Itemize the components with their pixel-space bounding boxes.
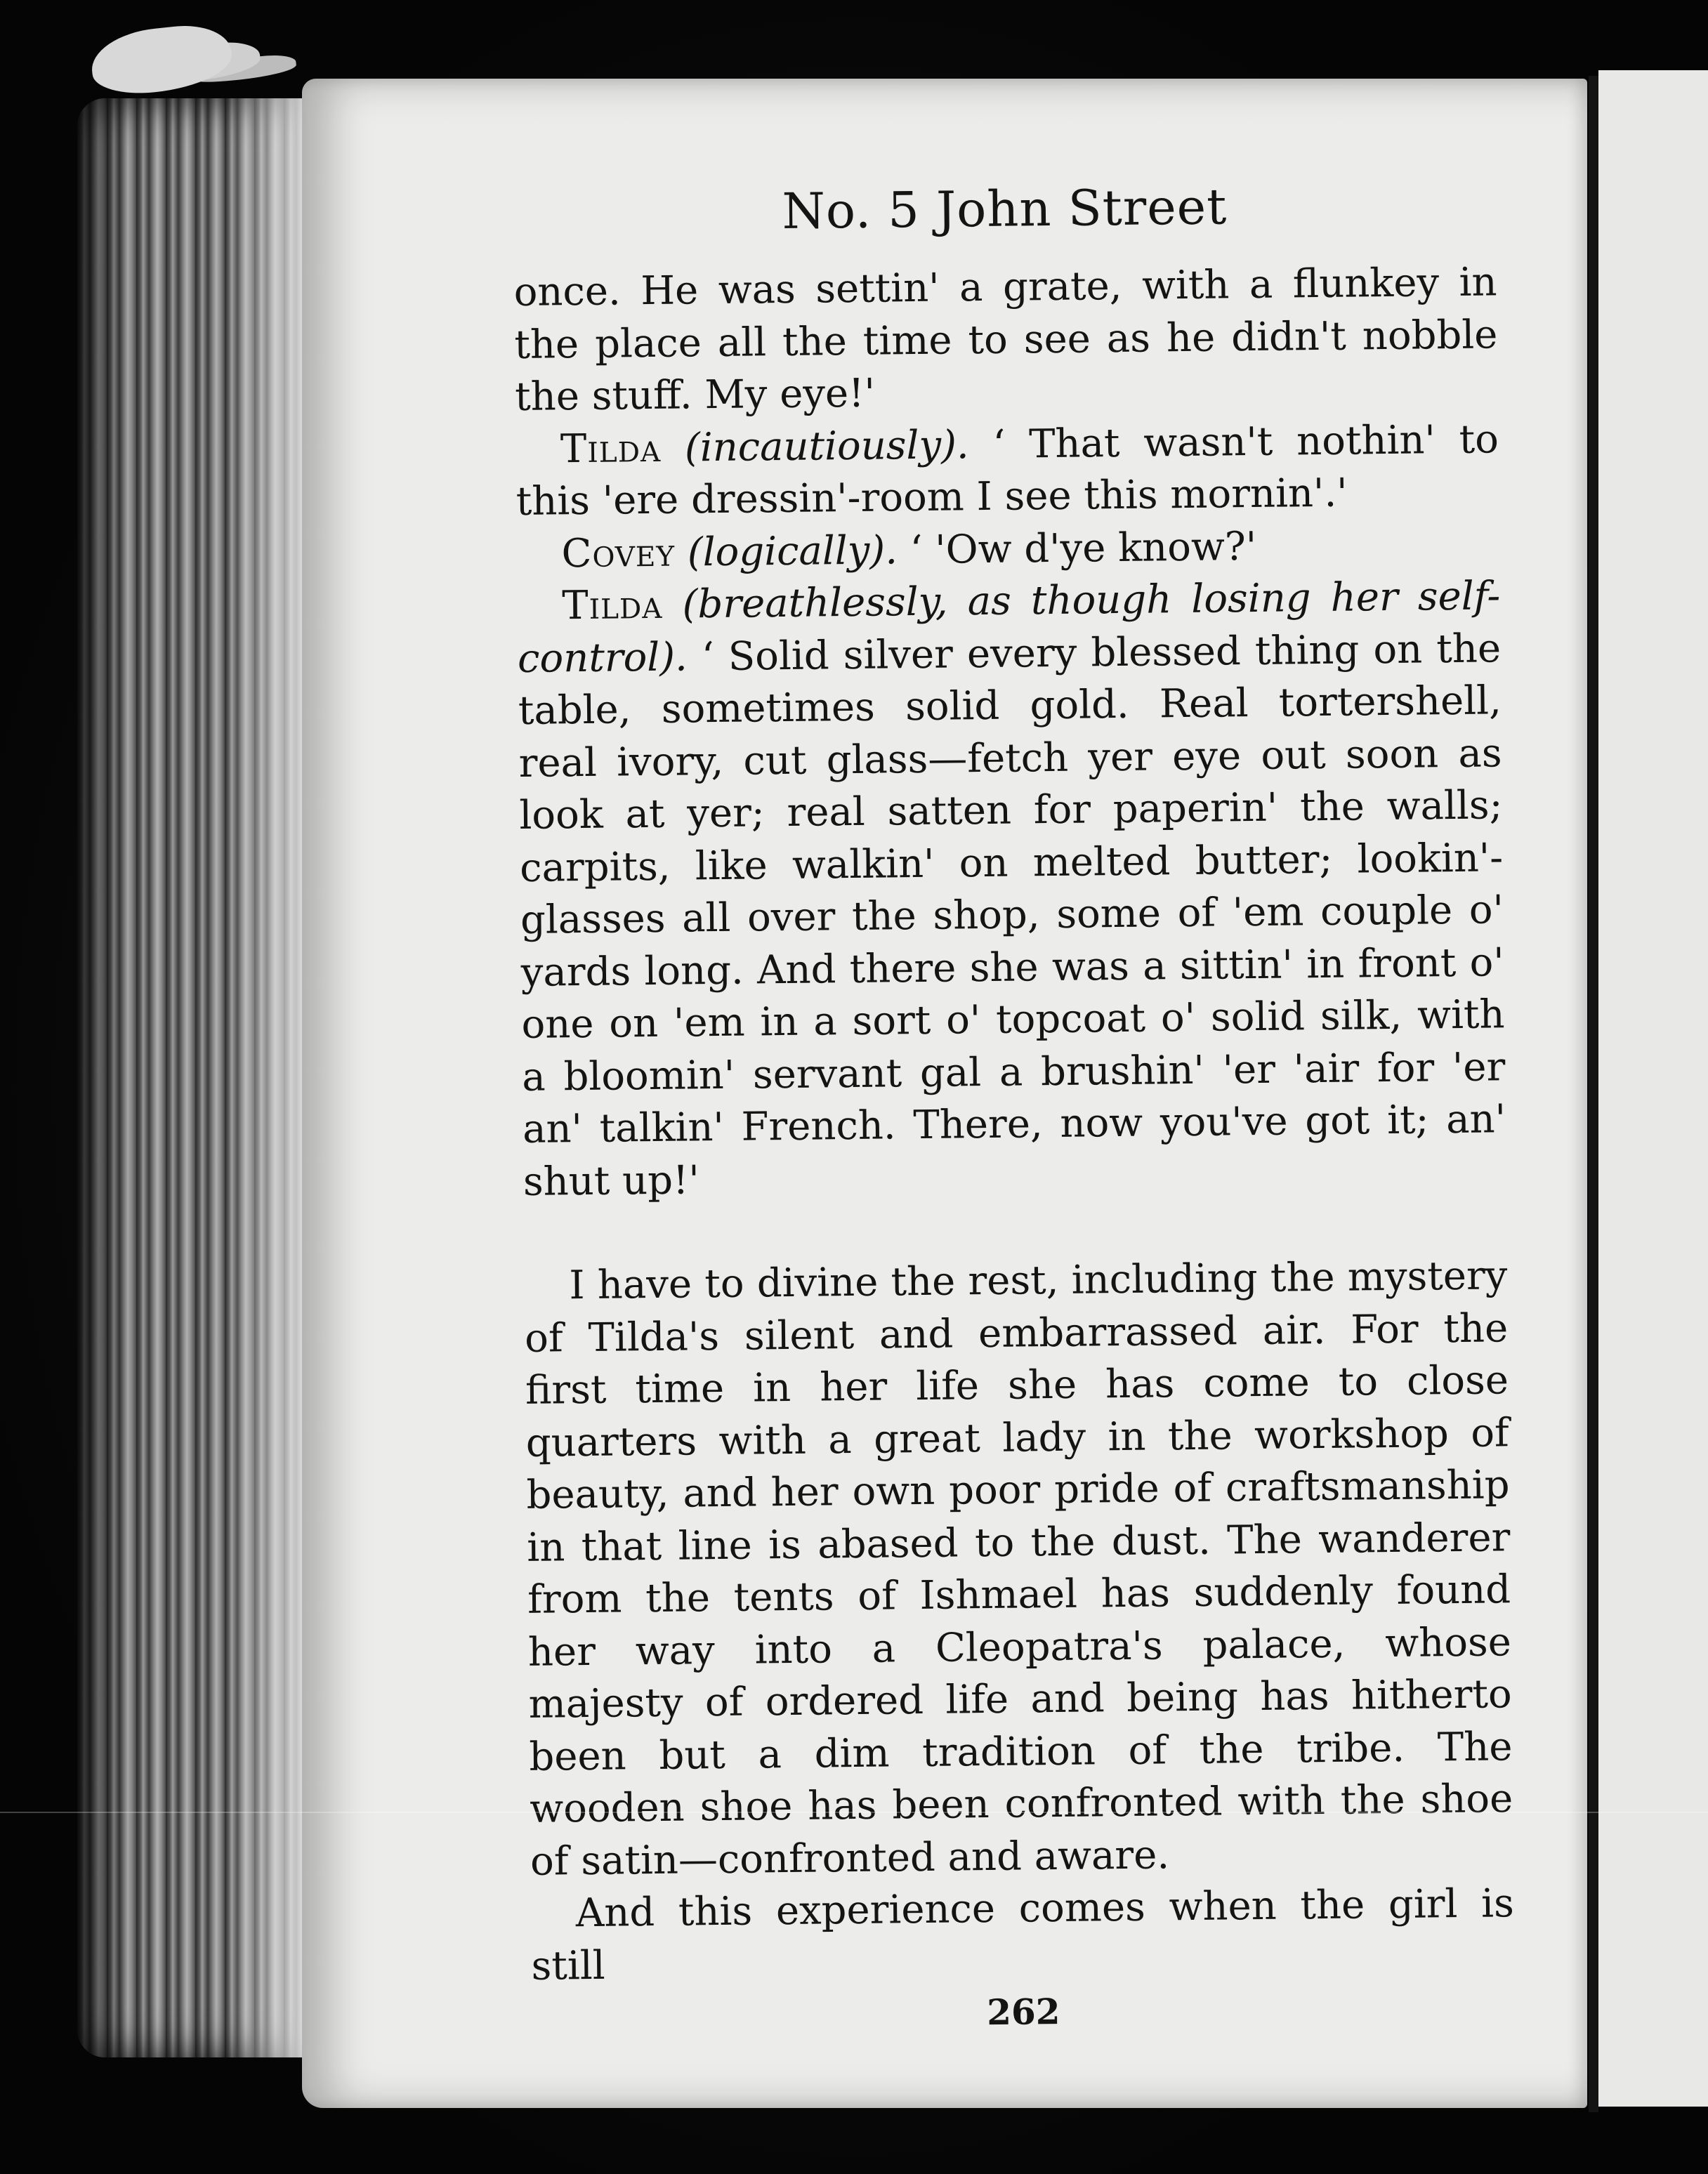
paragraph: [513, 256, 1498, 423]
dialogue-line: [517, 570, 1506, 1208]
speaker-name: Tilda: [560, 425, 662, 472]
facing-page-edge: [1598, 70, 1708, 2107]
paragraph-text: And this experience comes when the girl is still: [531, 1880, 1515, 1989]
speaker-name: Covey: [561, 529, 676, 577]
scan-artifact-line: [0, 1812, 1708, 1813]
speaker-name: Tilda: [561, 581, 663, 629]
stage-direction: (breathlessly, as though losing her self-control).: [517, 573, 1501, 682]
paragraph: [530, 1878, 1514, 1993]
dialogue-line: [515, 414, 1499, 529]
paragraph-text: I have to divine the rest, including the mystery of Tilda's silent and embarrassed air. For the first time in her life she has come to close quarters with a great lady in the workshop of beauty, and her own poor pride of craftsmanship in that line is abased to the dust. The wanderer from the tents of Ishmael has suddenly found her way into a Cleopatra's palace, whose majesty of ordered life and being has hitherto been but a dim tradition of the tribe. The wooden shoe has been confronted with the shoe of satin—confronted and aware.: [524, 1253, 1513, 1885]
dialogue-text: ‘ 'Ow d'ye know?': [897, 523, 1257, 573]
dialogue-text: ‘ That wasn't nothin' to this 'ere dressin'-room I see this mornin'.': [515, 416, 1499, 525]
running-head: No. 5 John Street: [782, 178, 1228, 240]
dialogue-text: ‘ Solid silver every blessed thing on the table, sometimes solid gold. Real tortershell, real ivory, cut glass—fetch yer eye out soon as look at yer; real satten for paperin' the walls; carpits, like walkin' on melted butter; lookin'-glasses all over the shop, some of 'em couple o' yards long. And there she was a sittin' in front o' one on 'em in a sort o' topcoat o' solid silk, with a bloomin' servant gal a brushin' 'er 'air for 'er an' talkin' French. There, now you've got it; an' shut up!': [518, 625, 1506, 1205]
page-number: 262: [986, 1990, 1060, 2034]
book-gutter: [1589, 76, 1598, 2112]
page-text-block: [513, 172, 1515, 2034]
book-page-edges: [77, 98, 309, 2057]
stage-direction: (logically).: [687, 527, 898, 575]
paragraph-text: once. He was settin' a grate, with a flunkey in the place all the time to see as he didn't nobble the stuff. My eye!': [513, 259, 1498, 420]
stage-direction: (incautiously).: [684, 421, 970, 470]
paragraph: [524, 1250, 1513, 1888]
